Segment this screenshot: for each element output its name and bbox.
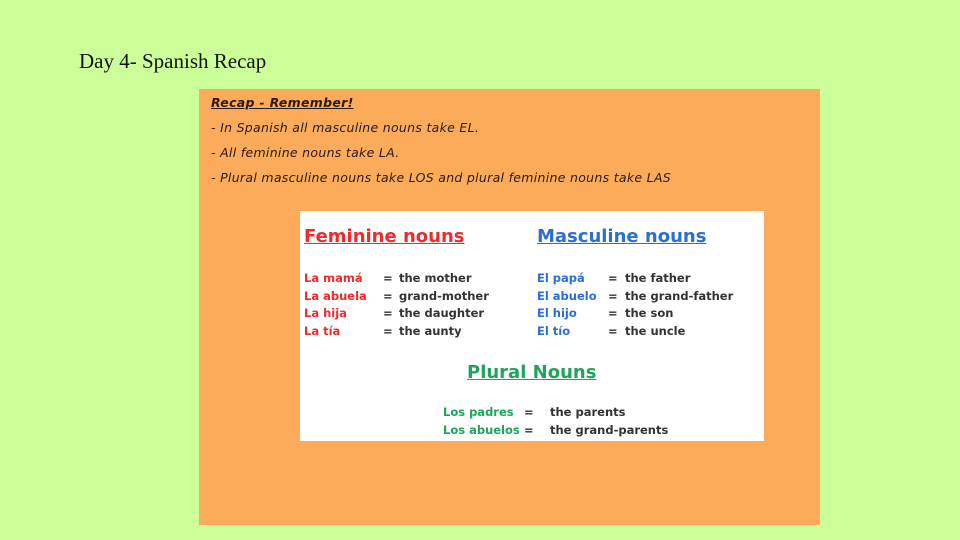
equals-sign: =: [383, 271, 393, 285]
noun-meaning: the father: [625, 271, 691, 285]
noun-meaning: the parents: [550, 405, 626, 419]
noun-meaning: the grand-parents: [550, 423, 669, 437]
equals-sign: =: [524, 405, 534, 419]
masculine-heading: Masculine nouns: [537, 226, 707, 247]
noun-term: El tío: [537, 324, 571, 338]
equals-sign: =: [383, 289, 393, 303]
noun-term: La mamá: [304, 271, 363, 285]
equals-sign: =: [383, 324, 393, 338]
noun-term: El hijo: [537, 306, 577, 320]
noun-meaning: the daughter: [399, 306, 485, 320]
equals-sign: =: [608, 324, 618, 338]
equals-sign: =: [383, 306, 393, 320]
noun-term: La tía: [304, 324, 341, 338]
noun-term: El abuelo: [537, 289, 597, 303]
plural-heading: Plural Nouns: [467, 362, 597, 383]
noun-term: Los abuelos: [443, 423, 520, 437]
noun-term: Los padres: [443, 405, 514, 419]
noun-term: La abuela: [304, 289, 367, 303]
recap-heading: Recap - Remember!: [211, 95, 354, 110]
equals-sign: =: [608, 271, 618, 285]
noun-meaning: the grand-father: [625, 289, 734, 303]
equals-sign: =: [608, 289, 618, 303]
noun-meaning: the aunty: [399, 324, 462, 338]
feminine-heading: Feminine nouns: [304, 226, 465, 247]
equals-sign: =: [524, 423, 534, 437]
noun-meaning: the son: [625, 306, 674, 320]
recap-line: - Plural masculine nouns take LOS and plural feminine nouns take LAS: [211, 170, 672, 185]
noun-term: La hija: [304, 306, 347, 320]
noun-meaning: the uncle: [625, 324, 686, 338]
recap-line: - All feminine nouns take LA.: [211, 145, 400, 160]
recap-image-panel: [199, 89, 820, 525]
equals-sign: =: [608, 306, 618, 320]
noun-term: El papá: [537, 271, 585, 285]
noun-meaning: grand-mother: [399, 289, 489, 303]
nouns-card: [300, 211, 764, 441]
recap-line: - In Spanish all masculine nouns take EL.: [211, 120, 480, 135]
slide-title: Day 4- Spanish Recap: [79, 49, 267, 73]
noun-meaning: the mother: [399, 271, 472, 285]
